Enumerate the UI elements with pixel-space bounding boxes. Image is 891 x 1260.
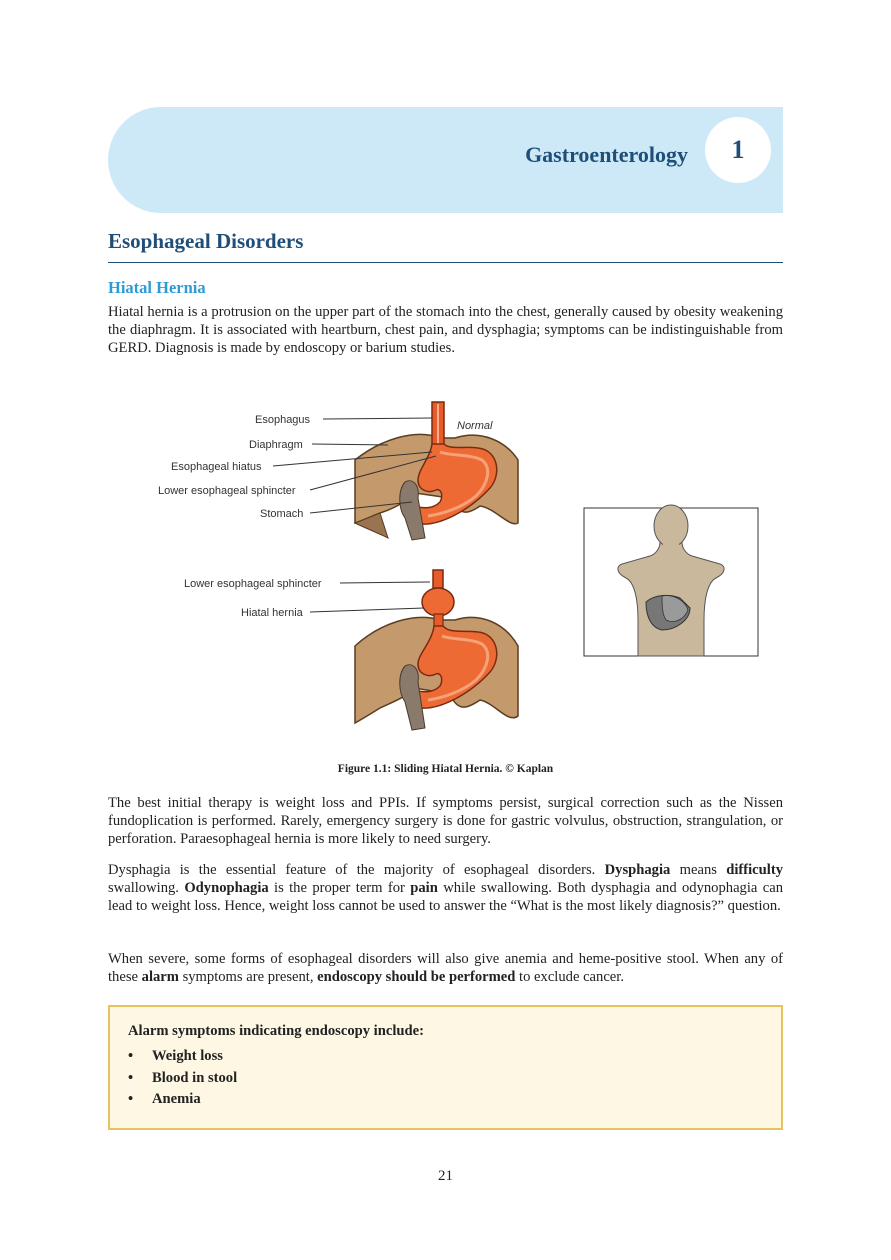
- body-location-inset: [584, 505, 758, 656]
- label-lower-esophageal-sphincter: Lower esophageal sphincter: [158, 485, 296, 497]
- alarm-symptoms-box: [108, 1005, 783, 1130]
- bullet-icon: •: [128, 1069, 134, 1086]
- label-esophageal-hiatus: Esophageal hiatus: [171, 461, 262, 473]
- section-divider: [108, 262, 783, 263]
- subsection-title: Hiatal Hernia: [108, 278, 206, 297]
- label-normal: Normal: [457, 420, 493, 432]
- chapter-number: 1: [731, 135, 745, 164]
- label-diaphragm: Diaphragm: [249, 439, 303, 451]
- paragraph-therapy: The best initial therapy is weight loss and PPIs. If symptoms persist, surgical correction such as the Nissen fundoplication is performed. Rarely, emergency surgery is done for gastric volvulus, obstruction, strangulation, or perforation. Paraesophageal hernia is more likely to need surgery.: [108, 795, 783, 847]
- section-title: Esophageal Disorders: [108, 229, 304, 253]
- label-hiatal-hernia: Hiatal hernia: [241, 607, 303, 619]
- hiatal-hernia-diagram: [184, 570, 518, 730]
- chapter-banner: [108, 107, 783, 213]
- chapter-number-badge: [705, 117, 771, 183]
- paragraph-alarm: When severe, some forms of esophageal disorders will also give anemia and heme-positive stool. When any of these alarm symptoms are present, endoscopy should be performed to exclude cancer.: [108, 951, 783, 985]
- bullet-icon: •: [128, 1048, 134, 1064]
- figure-caption: Figure 1.1: Sliding Hiatal Hernia. © Kaplan: [337, 763, 554, 775]
- paragraph-intro: Hiatal hernia is a protrusion on the upper part of the stomach into the chest, generally caused by obesity weakening the diaphragm. It is associated with heartburn, chest pain, and dysphagia; symptoms can be indistinguishable from GERD. Diagnosis is made by endoscopy or barium studies.: [108, 304, 783, 356]
- page-number: 21: [438, 1168, 453, 1184]
- alarm-box-title: Alarm symptoms indicating endoscopy include:: [128, 1023, 424, 1039]
- label-esophagus: Esophagus: [255, 414, 311, 426]
- hiatal-hernia-figure: [150, 398, 790, 758]
- list-item: • Blood in stool: [128, 1068, 237, 1090]
- paragraph-dysphagia: Dysphagia is the essential feature of the majority of esophageal disorders. Dysphagia means difficulty swallowing. Odynophagia is the proper term for pain while swallowing. Both dysphagia and odynophagia can lead to weight loss. Hence, weight loss cannot be used to answer the “What is the most likely diagnosis?” question.: [108, 862, 783, 914]
- alarm-symptom-list: [128, 1046, 237, 1111]
- normal-anatomy-diagram: [158, 402, 518, 540]
- chapter-title: Gastroenterology: [525, 142, 688, 167]
- list-item: • Weight loss: [128, 1046, 237, 1068]
- list-item: • Anemia: [128, 1089, 237, 1111]
- bullet-icon: •: [128, 1091, 134, 1107]
- hiatal-hernia-illustration: [150, 398, 790, 758]
- label-stomach: Stomach: [260, 508, 304, 520]
- label-hernia-lower-esophageal-sphincter: Lower esophageal sphincter: [184, 578, 322, 590]
